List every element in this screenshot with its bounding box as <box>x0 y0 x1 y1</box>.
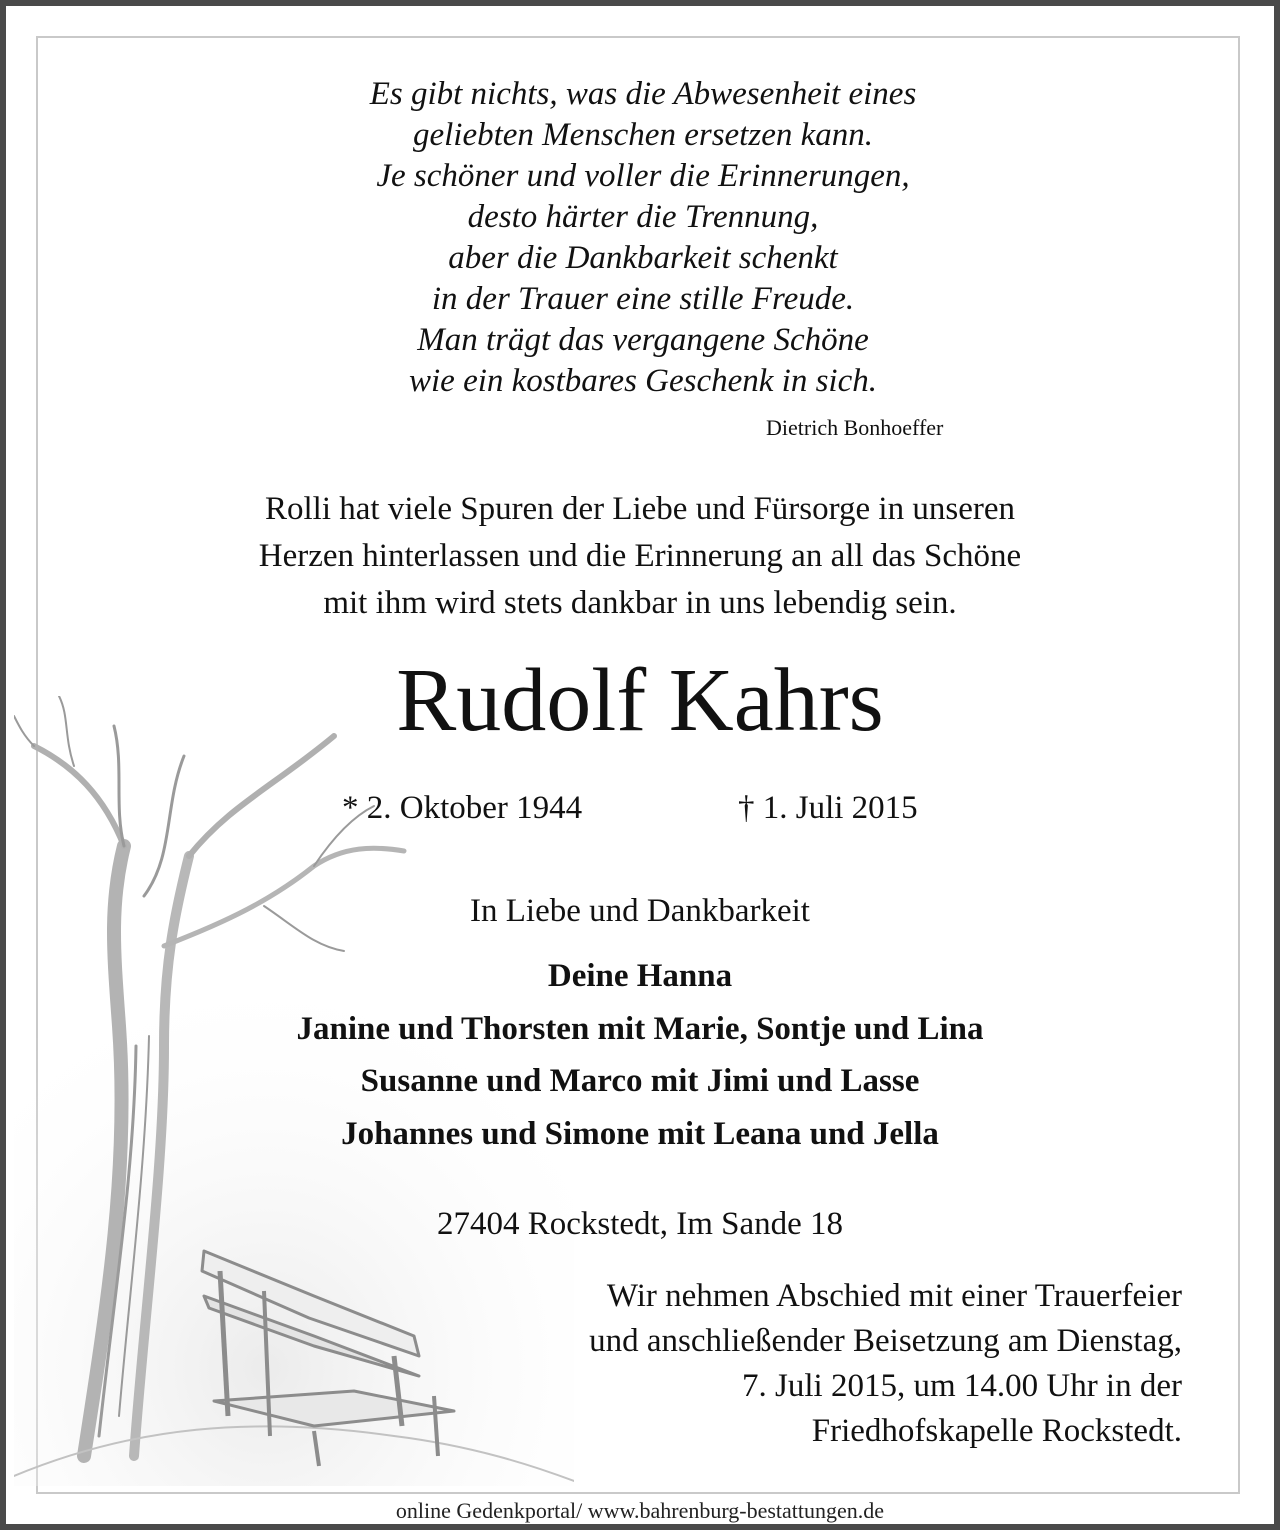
poem-author: Dietrich Bonhoeffer <box>766 415 944 440</box>
ceremony-line: Wir nehmen Abschied mit einer Trauerfeier <box>606 1278 1182 1314</box>
ceremony-line: 7. Juli 2015, um 14.00 Uhr in der <box>742 1368 1182 1404</box>
intro-line: Rolli hat viele Spuren der Liebe und Fürsorge in unseren <box>265 491 1015 527</box>
ceremony-line: und anschließender Beisetzung am Dienstag, <box>589 1323 1182 1359</box>
address: 27404 Rockstedt, Im Sande 18 <box>436 1206 844 1242</box>
family-list <box>6 950 1274 1160</box>
poem <box>6 74 1274 402</box>
closing-phrase: In Liebe und Dankbarkeit <box>470 893 810 929</box>
poem-line: Man trägt das vergangene Schöne <box>417 322 869 358</box>
ceremony-line: Friedhofskapelle Rockstedt. <box>811 1413 1182 1449</box>
obituary-notice <box>6 6 1274 1524</box>
poem-line: Es gibt nichts, was die Abwesenheit eines <box>369 76 917 112</box>
family-line: Deine Hanna <box>547 958 733 994</box>
family-line: Susanne und Marco mit Jimi und Lasse <box>360 1063 920 1099</box>
poem-line: in der Trauer eine stille Freude. <box>431 281 855 317</box>
footer-portal-link[interactable]: online Gedenkportal/ www.bahrenburg-bestattungen.de <box>395 1498 885 1523</box>
intro-line: mit ihm wird stets dankbar in uns lebendig sein. <box>323 585 957 621</box>
family-line: Johannes und Simone mit Leana und Jella <box>341 1115 939 1152</box>
family-line: Janine und Thorsten mit Marie, Sontje und Lina <box>296 1010 984 1047</box>
ceremony-info <box>589 1274 1182 1454</box>
poem-line: wie ein kostbares Geschenk in sich. <box>409 363 877 399</box>
intro-line: Herzen hinterlassen und die Erinnerung an all das Schöne <box>258 538 1022 574</box>
poem-line: aber die Dankbarkeit schenkt <box>448 240 838 276</box>
intro-text <box>6 486 1274 627</box>
poem-line: geliebten Menschen ersetzen kann. <box>412 117 873 153</box>
deceased-name: Rudolf Kahrs <box>396 651 884 750</box>
poem-line: Je schöner und voller die Erinnerungen, <box>376 158 910 194</box>
death-date: † 1. Juli 2015 <box>738 790 918 826</box>
birth-date: * 2. Oktober 1944 <box>342 790 583 826</box>
poem-line: desto härter die Trennung, <box>467 199 819 235</box>
